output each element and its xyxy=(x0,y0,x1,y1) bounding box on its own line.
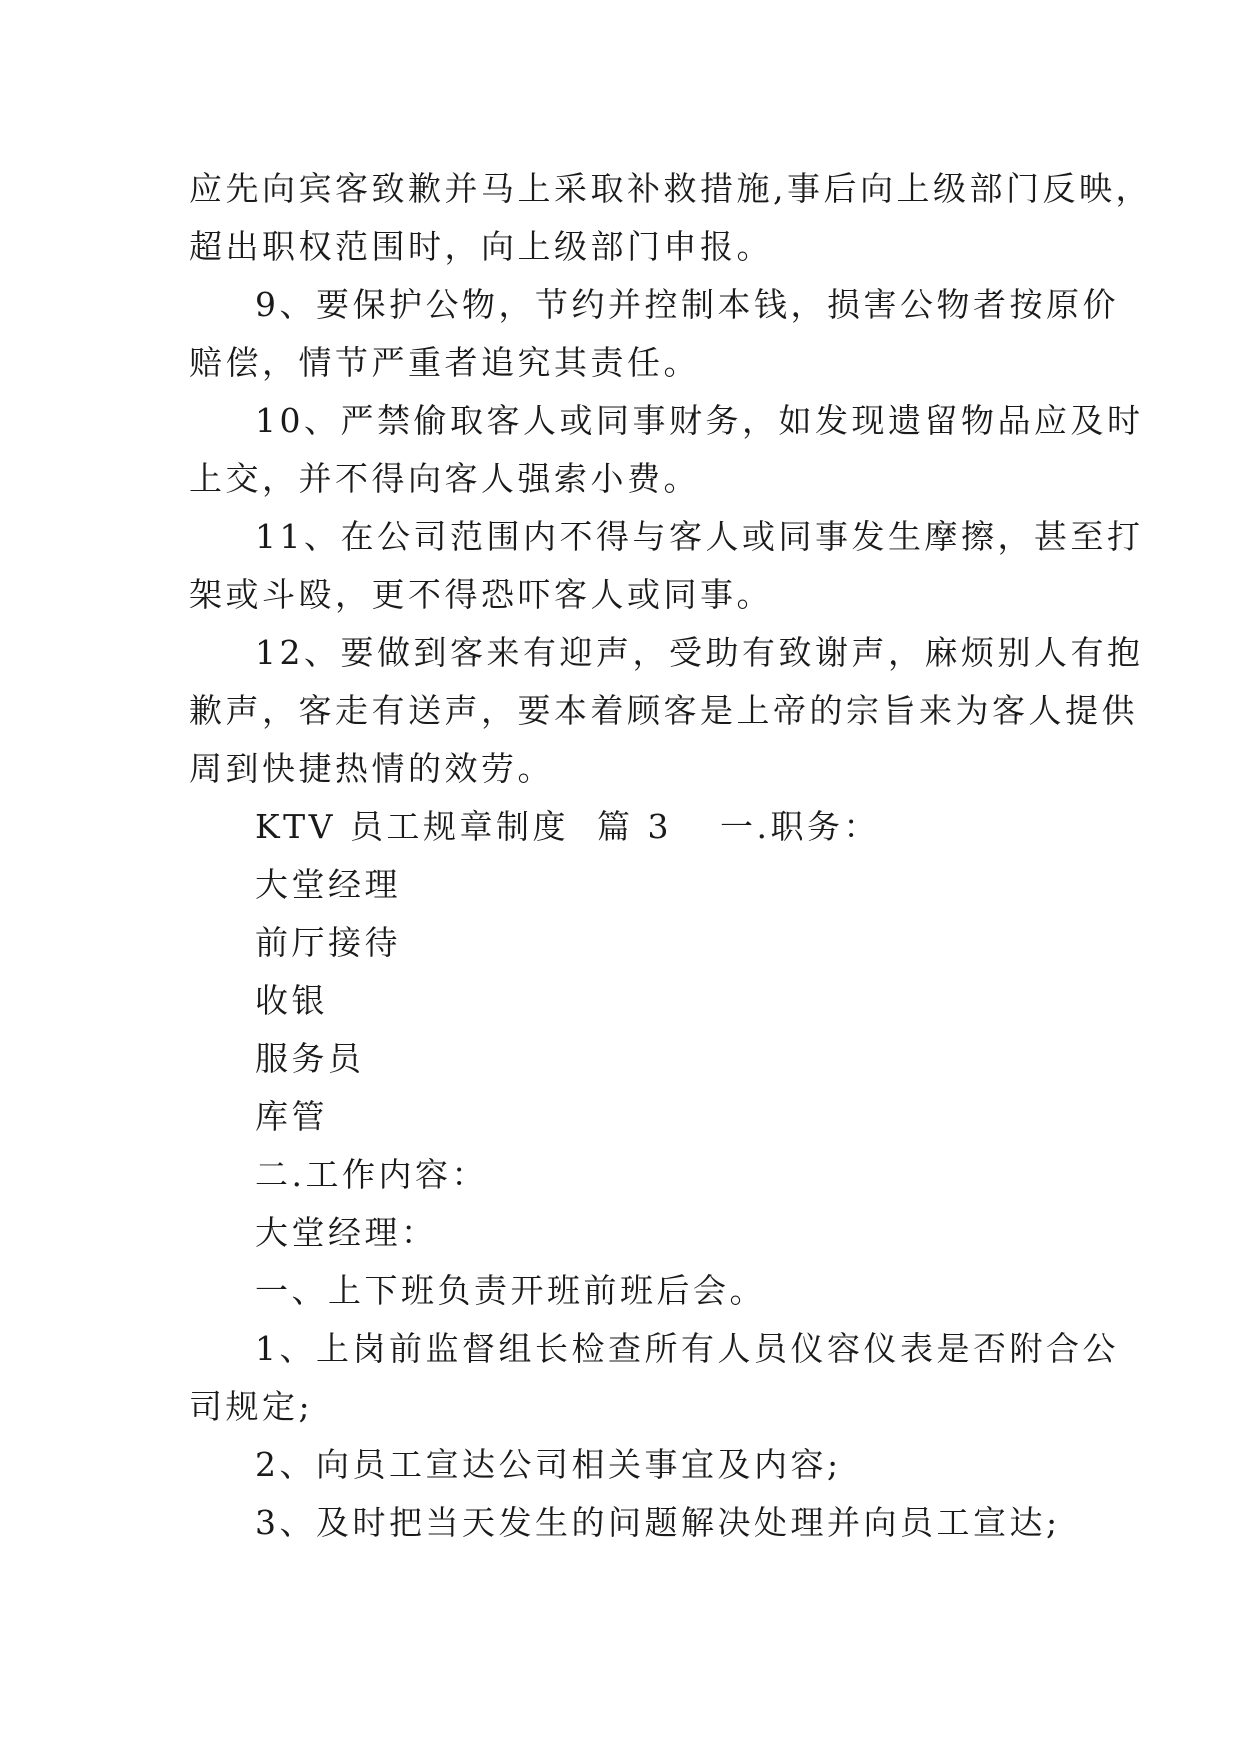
text-line: 超出职权范围时，向上级部门申报。 xyxy=(189,227,773,266)
position-item: 前厅接待 xyxy=(255,923,401,962)
text-line: 上交，并不得向客人强索小费。 xyxy=(189,459,700,498)
rule-item-9: 9、要保护公物，节约并控制本钱，损害公物者按原价 xyxy=(255,285,1119,324)
section-heading xyxy=(189,798,1089,856)
document-body xyxy=(189,160,1152,1552)
sub-item-2: 2、向员工宣达公司相关事宜及内容; xyxy=(255,1445,842,1484)
text-line: 架或斗殴，更不得恐吓客人或同事。 xyxy=(189,575,773,614)
sub-item-1: 1、上岗前监督组长检查所有人员仪容仪表是否附合公 xyxy=(255,1329,1119,1368)
text-line: 歉声，客走有送声，要本着顾客是上帝的宗旨来为客人提供 xyxy=(189,691,1138,730)
rule-item-12: 12、要做到客来有迎声，受助有致谢声，麻烦别人有抱 xyxy=(255,633,1144,672)
positions-heading: 一.职务： xyxy=(719,807,880,846)
manager-heading: 大堂经理： xyxy=(255,1213,438,1252)
work-content-heading: 二.工作内容： xyxy=(255,1155,488,1194)
position-item: 服务员 xyxy=(255,1039,365,1078)
text-line: 司规定; xyxy=(189,1387,314,1426)
position-item: 收银 xyxy=(255,981,328,1020)
manager-item-1: 一、上下班负责开班前班后会。 xyxy=(255,1271,766,1310)
text-line: 赔偿，情节严重者追究其责任。 xyxy=(189,343,700,382)
position-item: 大堂经理 xyxy=(255,865,401,904)
document-title: KTV 员工规章制度 篇 3 xyxy=(255,807,672,846)
position-item: 库管 xyxy=(255,1097,328,1136)
text-line: 应先向宾客致歉并马上采取补救措施,事后向上级部门反映， xyxy=(189,169,1152,208)
sub-item-3: 3、及时把当天发生的问题解决处理并向员工宣达; xyxy=(255,1503,1061,1542)
rule-item-11: 11、在公司范围内不得与客人或同事发生摩擦，甚至打 xyxy=(255,517,1144,556)
text-line: 周到快捷热情的效劳。 xyxy=(189,749,554,788)
rule-item-10: 10、严禁偷取客人或同事财务，如发现遗留物品应及时 xyxy=(255,401,1144,440)
